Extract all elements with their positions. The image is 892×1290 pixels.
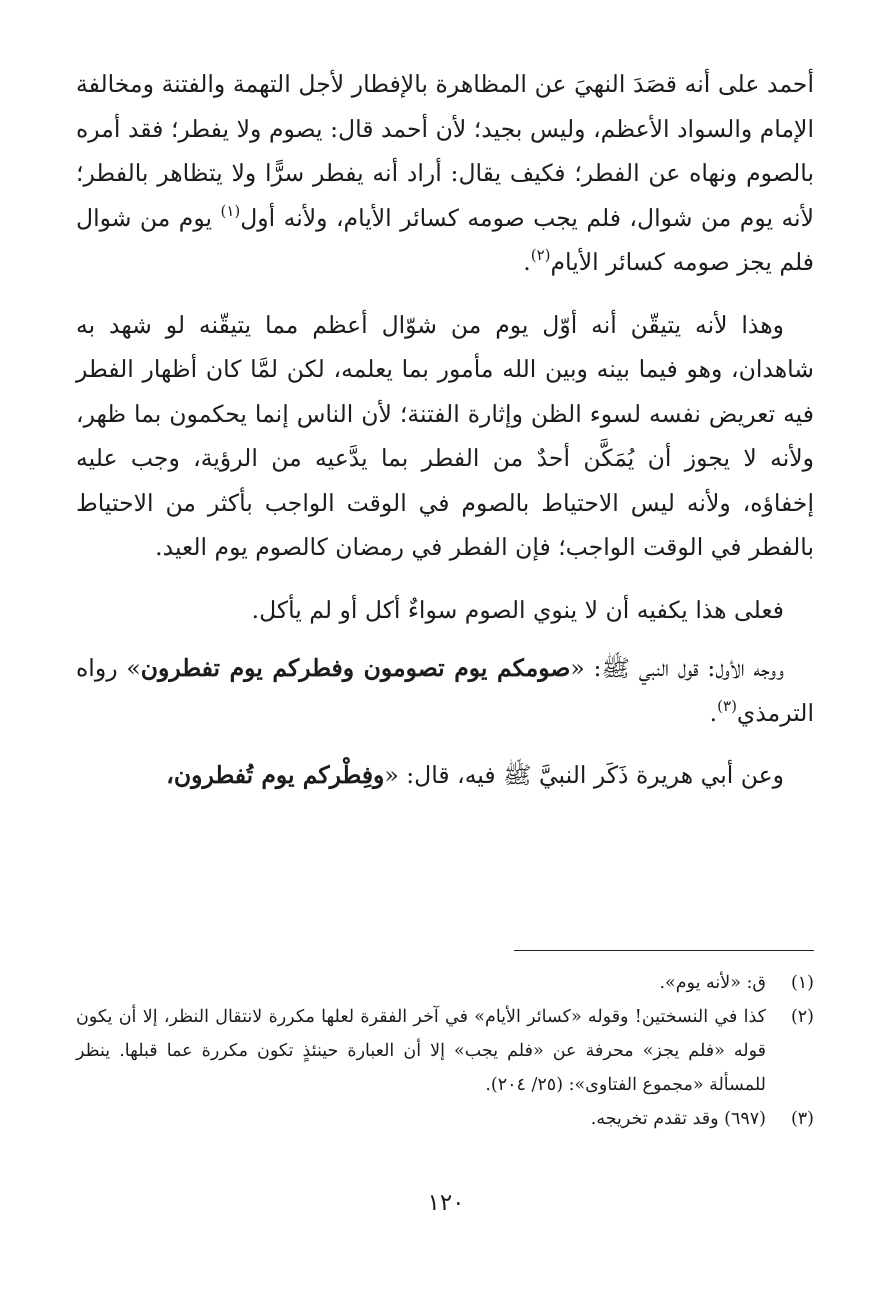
paragraph-1 — [76, 62, 814, 285]
footnote-2 — [76, 1000, 814, 1102]
paragraph-1-end: . — [523, 248, 531, 276]
hadith-quote-2: وفِطْركم يوم تُفطرون، — [166, 761, 385, 789]
footnote-number: (٢) — [790, 1007, 814, 1027]
footnote-1 — [76, 966, 814, 1000]
paragraph-1-text: أحمد على أنه قصَدَ النهيَ عن المظاهرة بالإفطار لأجل التهمة والفتنة ومخالفة الإمام والسواد الأعظم، وليس بجيد؛ لأن أحمد قال: يصوم ولا يفطر؛ فقد أمره بالصوم ونهاه عن الفطر؛ فكيف يقال: أراد أنه يفطر سرًّا ولا يتظاهر بالفطر؛ لأنه يوم من شوال، فلم يجب صومه كسائر الأيام، ولأنه أول — [76, 70, 814, 232]
footnote-text: (٦٩٧) وقد تقدم تخريجه. — [590, 1109, 766, 1129]
footnote-text: ق: «لأنه يوم». — [659, 973, 766, 993]
paragraph-4-end: . — [709, 698, 718, 727]
paragraph-4-intro: ووجه الأول: قول النبي ﷺ: « — [570, 654, 784, 682]
main-text — [76, 62, 814, 798]
hadith-quote-1: صومكم يوم تصومون وفطركم يوم تفطرون — [140, 654, 571, 682]
footnote-number: (١) — [790, 973, 814, 993]
footnote-text: كذا في النسختين! وقوله «كسائر الأيام» في آخر الفقرة لعلها مكررة لانتقال النظر، إلا أن يكون قوله «فلم يجز» محرفة عن «فلم يجب» إلا أن العبارة حينئذٍ تكون مكررة عما قبلها. ينظر للمسألة «مجموع الفتاوى»: (٢٥/ ٢٠٤). — [76, 1007, 766, 1095]
footnote-number: (٣) — [790, 1109, 814, 1129]
footnote-divider — [514, 950, 814, 951]
page-number: ١٢٠ — [427, 1190, 465, 1216]
footnote-ref-3: (٣) — [717, 696, 737, 715]
paragraph-2: وهذا لأنه يتيقّن أنه أوّل يوم من شوّال أعظم مما يتيقّنه لو شهد به شاهدان، وهو فيما بينه وبين الله مأمور بما يعلمه، لكن لمَّا كان أظهار الفطر فيه تعريض نفسه لسوء الظن وإثارة الفتنة؛ لأن الناس إنما يحكمون بما ظهر، ولأنه لا يجوز أن يُمَكَّن أحدٌ من الفطر بما يدَّعيه من الرؤية، وجب عليه إخفاؤه، ولأنه ليس الاحتياط بالصوم في الوقت الواجب بأكثر من الاحتياط بالفطر في الوقت الواجب؛ فإن الفطر في رمضان كالصوم يوم العيد. — [76, 310, 814, 561]
paragraph-5-intro: وعن أبي هريرة ذَكَر النبيَّ ﷺ فيه، قال: « — [384, 761, 784, 789]
paragraph-5 — [76, 753, 814, 798]
footnote-ref-2: (٢) — [530, 246, 551, 264]
paragraph-3: فعلى هذا يكفيه أن لا ينوي الصوم سواءٌ أكل أو لم يأكل. — [251, 595, 784, 624]
paragraph-1-continuation: يوم من شوال فلم يجز صومه كسائر الأيام — [76, 203, 814, 276]
footnote-ref-1: (١) — [220, 201, 241, 220]
footnote-3 — [76, 1102, 814, 1136]
paragraph-4 — [76, 646, 814, 735]
paragraph-4-source: » رواه الترمذي — [76, 654, 814, 727]
footnotes — [76, 966, 814, 1136]
